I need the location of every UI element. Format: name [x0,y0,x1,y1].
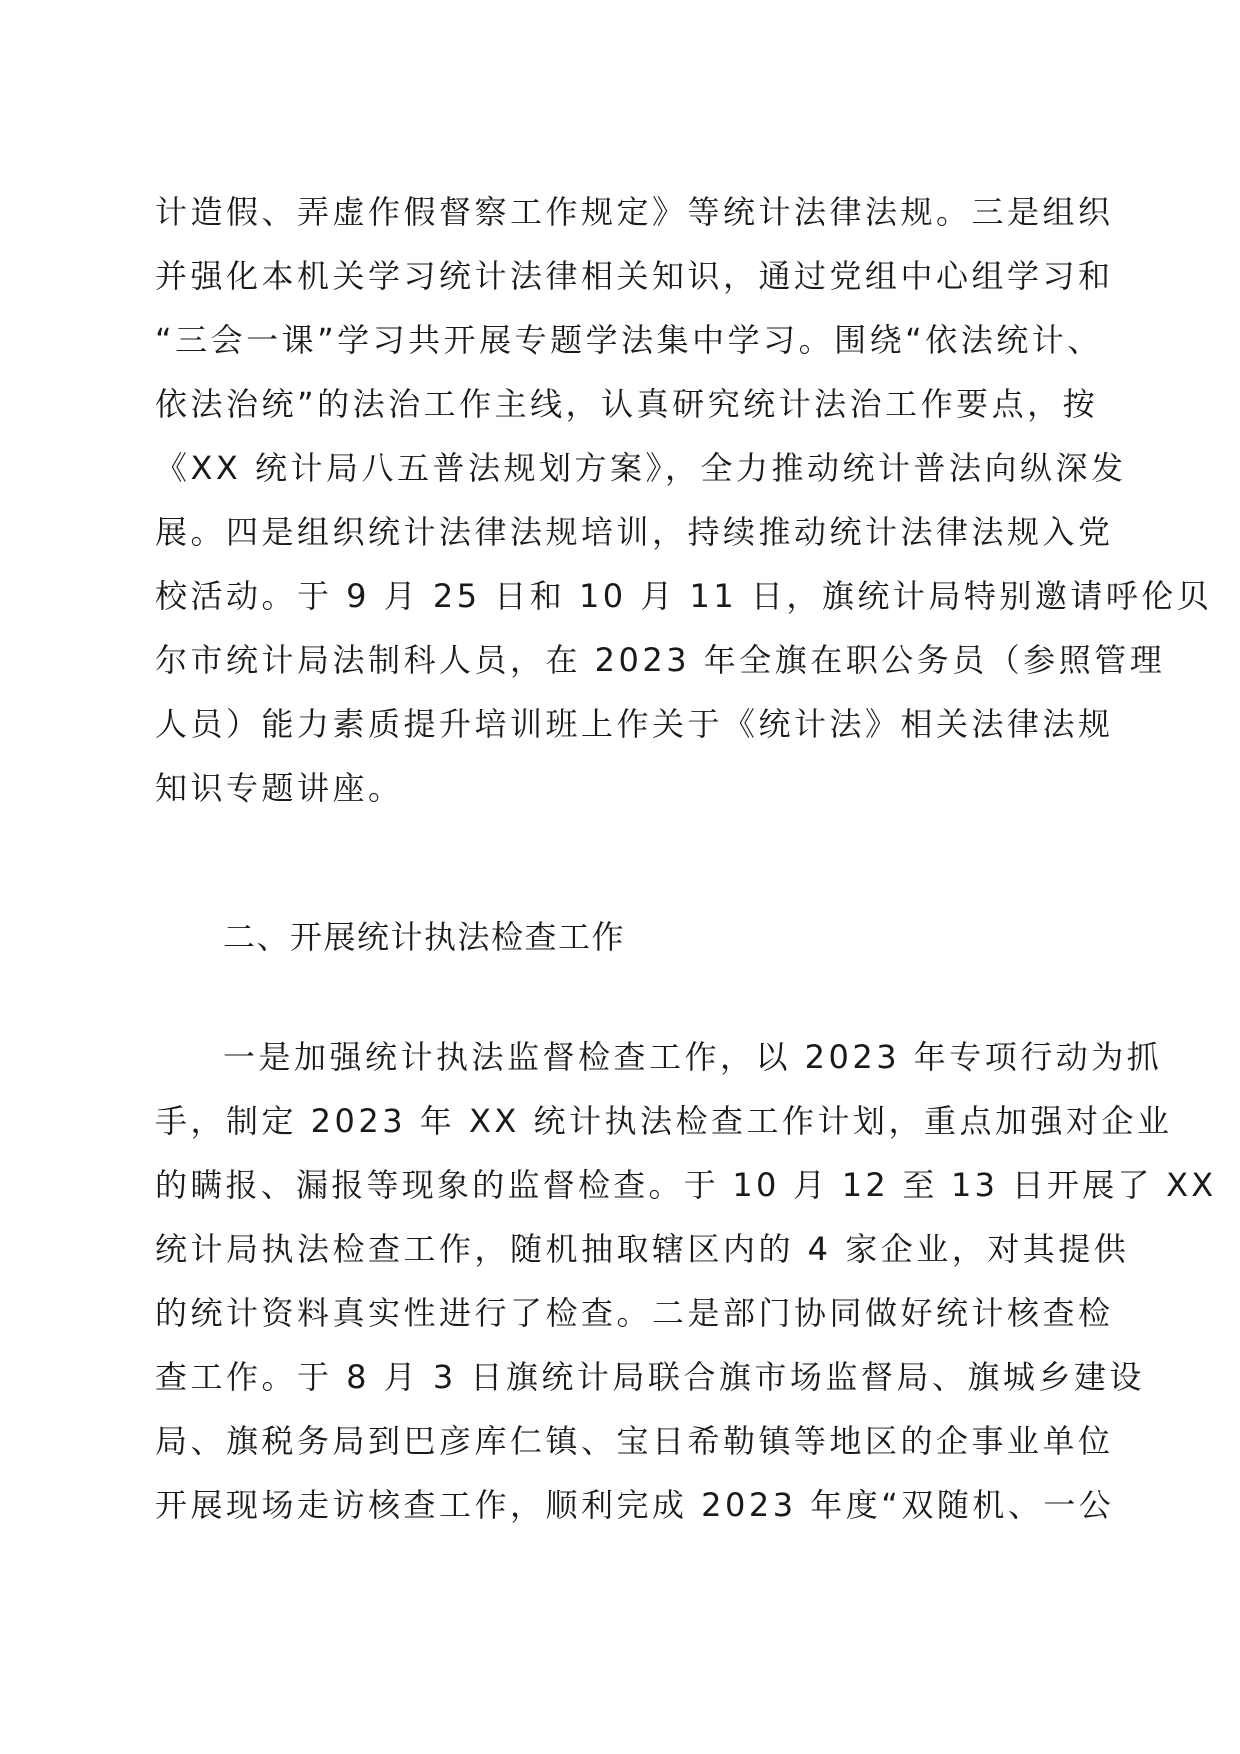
paragraph-line: 局、旗税务局到巴彦库仁镇、宝日希勒镇等地区的企事业单位 [155,1422,1114,1460]
paragraph-line: 《XX 统计局八五普法规划方案》，全力推动统计普法向纵深发 [155,449,1127,487]
paragraph-line: 开展现场走访核查工作，顺利完成 2023 年度“双随机、一公 [155,1486,1115,1524]
paragraph-line: 展。四是组织统计法律法规培训，持续推动统计法律法规入党 [155,513,1114,551]
paragraph-line: 查工作。于 8 月 3 日旗统计局联合旗市场监督局、旗城乡建设 [155,1358,1145,1396]
paragraph-line: 依法治统”的法治工作主线，认真研究统计法治工作要点，按 [155,385,1099,423]
paragraph-line: “三会一课”学习共开展专题学法集中学习。围绕“依法统计、 [155,321,1103,359]
paragraph-line: 知识专题讲座。 [155,769,404,807]
paragraph-line: 人员）能力素质提升培训班上作关于《统计法》相关法律法规 [155,705,1114,743]
paragraph-line: 校活动。于 9 月 25 日和 10 月 11 日，旗统计局特别邀请呼伦贝 [155,577,1213,615]
paragraph-line: 一是加强统计执法监督检查工作，以 2023 年专项行动为抓 [223,1038,1163,1076]
paragraph-line: 统计局执法检查工作，随机抽取辖区内的 4 家企业，对其提供 [155,1230,1130,1268]
paragraph-line: 手，制定 2023 年 XX 统计执法检查工作计划，重点加强对企业 [155,1102,1173,1140]
paragraph-line: 的瞒报、漏报等现象的监督检查。于 10 月 12 至 13 日开展了 XX [155,1166,1217,1204]
paragraph-line: 并强化本机关学习统计法律相关知识，通过党组中心组学习和 [155,257,1114,295]
paragraph-line: 的统计资料真实性进行了检查。二是部门协同做好统计核查检 [155,1294,1114,1332]
paragraph-line: 尔市统计局法制科人员，在 2023 年全旗在职公务员（参照管理 [155,641,1166,679]
section-heading: 二、开展统计执法检查工作 [223,918,626,956]
paragraph-line: 计造假、弄虚作假督察工作规定》等统计法律法规。三是组织 [155,193,1114,231]
